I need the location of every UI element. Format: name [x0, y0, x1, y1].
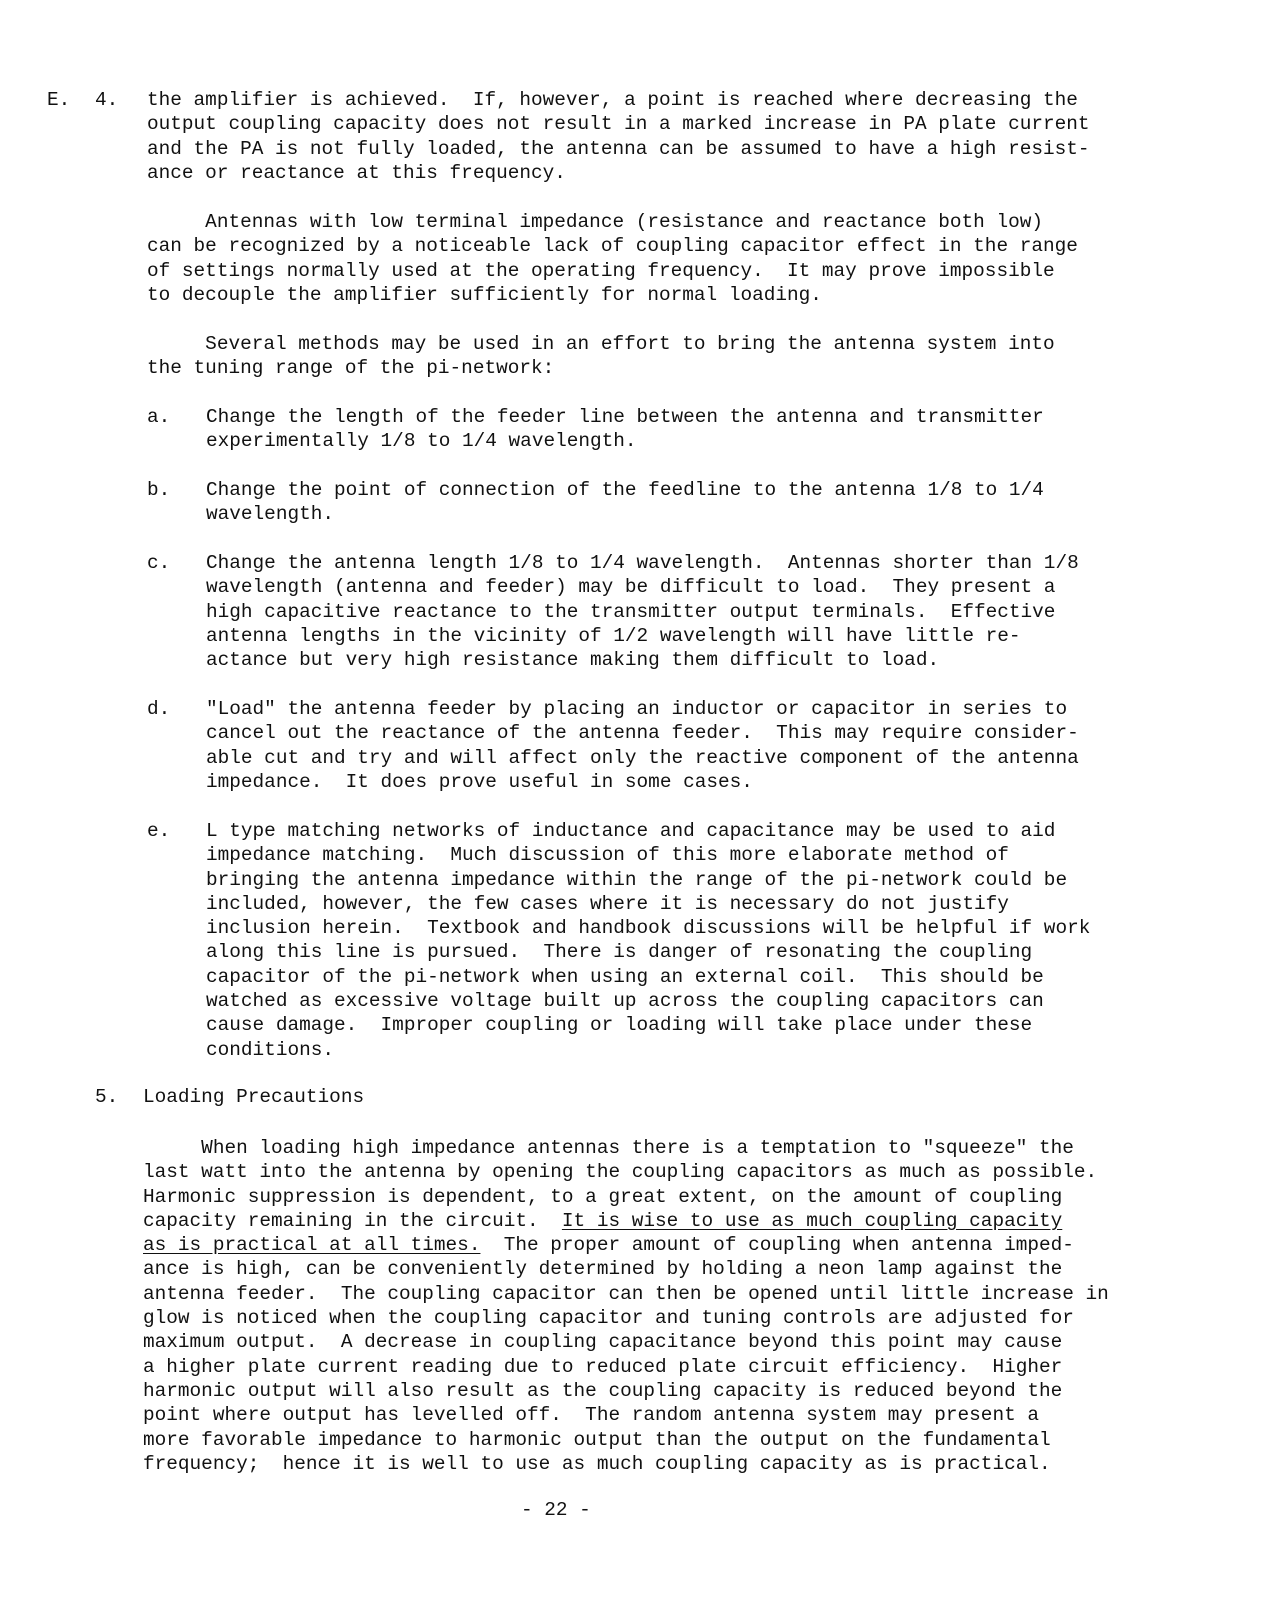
text-line — [143, 1160, 1109, 1184]
para-methods — [147, 332, 1055, 381]
para-loading — [143, 1136, 1109, 1476]
text-line — [206, 770, 1079, 794]
text-segment: watched as excessive voltage built up across the coupling capacitors can — [206, 990, 1044, 1013]
text-line — [143, 1330, 1109, 1354]
text-line — [206, 575, 1079, 599]
item-a — [206, 405, 1044, 454]
text-segment: ance is high, can be conveniently determined by holding a neon lamp against the — [143, 1258, 1063, 1281]
text-segment: wavelength (antenna and feeder) may be difficult to load. They present a — [206, 576, 1056, 599]
item-b-label: b. — [147, 479, 171, 501]
item-a-label: a. — [147, 406, 171, 428]
item-e-label: e. — [147, 820, 171, 842]
text-segment: Change the antenna length 1/8 to 1/4 wavelength. Antennas shorter than 1/8 — [206, 552, 1079, 574]
text-segment: capacity remaining in the circuit. — [143, 1209, 562, 1232]
text-line — [206, 746, 1079, 770]
text-line — [143, 1136, 1109, 1160]
text-segment: a higher plate current reading due to reduced plate circuit efficiency. Higher — [143, 1355, 1063, 1378]
text-line — [143, 1403, 1109, 1427]
text-line — [147, 259, 1078, 283]
text-segment: output coupling capacity does not result in a marked increase in PA plate current — [147, 113, 1090, 136]
text-line — [206, 843, 1090, 867]
text-segment: frequency; hence it is well to use as much coupling capacity as is practical. — [143, 1452, 1051, 1475]
text-line — [143, 1257, 1109, 1281]
text-line — [206, 600, 1079, 624]
text-line — [206, 989, 1090, 1013]
underlined-text: It is wise to use as much coupling capacity — [561, 1209, 1063, 1232]
text-line — [206, 405, 1044, 429]
text-segment: experimentally 1/8 to 1/4 wavelength. — [206, 430, 637, 453]
text-segment: along this line is pursued. There is danger of resonating the coupling — [206, 941, 1033, 964]
text-line — [143, 1282, 1109, 1306]
text-line — [206, 478, 1044, 502]
text-line — [206, 1013, 1090, 1037]
text-line — [147, 356, 1055, 380]
heading-5 — [143, 1085, 364, 1109]
text-line — [147, 210, 1078, 234]
text-line — [206, 721, 1079, 745]
text-segment: antenna lengths in the vicinity of 1/2 wavelength will have little re- — [206, 624, 1021, 647]
text-line — [206, 502, 1044, 526]
underlined-text: as is practical at all times. — [143, 1234, 481, 1257]
text-segment: bringing the antenna impedance within the range of the pi-network could be — [206, 868, 1068, 891]
text-segment: Several methods may be used in an effort to bring the antenna system into — [147, 333, 1055, 355]
text-segment: Harmonic suppression is dependent, to a great extent, on the amount of coupling — [143, 1185, 1063, 1208]
text-segment: cause damage. Improper coupling or loading will take place under these — [206, 1014, 1033, 1037]
text-line — [143, 1209, 1109, 1233]
text-line — [206, 697, 1079, 721]
item-c — [206, 551, 1079, 672]
text-segment: Antennas with low terminal impedance (resistance and reactance both low) — [147, 211, 1043, 233]
text-line — [206, 819, 1090, 843]
text-segment: impedance. It does prove useful in some cases. — [206, 770, 753, 793]
text-line — [206, 868, 1090, 892]
text-line — [147, 234, 1078, 258]
text-line — [143, 1185, 1109, 1209]
heading-5-label: 5. — [95, 1086, 119, 1108]
text-line — [147, 283, 1078, 307]
text-segment: capacitor of the pi-network when using an external coil. This should be — [206, 965, 1044, 988]
text-segment: maximum output. A decrease in coupling capacitance beyond this point may cause — [143, 1331, 1063, 1354]
text-segment: wavelength. — [206, 503, 334, 526]
item-number: 4. — [95, 89, 119, 111]
text-segment: the amplifier is achieved. If, however, a point is reached where decreasing the — [147, 89, 1078, 111]
text-segment: cancel out the reactance of the antenna feeder. This may require consider- — [206, 722, 1079, 745]
text-line — [143, 1306, 1109, 1330]
text-line — [206, 429, 1044, 453]
text-segment: can be recognized by a noticeable lack of coupling capacitor effect in the range — [147, 235, 1078, 258]
text-segment: included, however, the few cases where it is necessary do not justify — [206, 892, 1009, 915]
text-segment: more favorable impedance to harmonic output than the output on the fundamental — [143, 1428, 1051, 1451]
text-line — [147, 137, 1090, 161]
text-line — [143, 1233, 1109, 1257]
text-line — [143, 1085, 364, 1109]
text-segment: glow is noticed when the coupling capacitor and tuning controls are adjusted for — [143, 1307, 1074, 1330]
text-line — [206, 940, 1090, 964]
text-segment: Change the length of the feeder line between the antenna and transmitter — [206, 406, 1044, 428]
text-segment: last watt into the antenna by opening the coupling capacitors as much as possible. — [143, 1161, 1098, 1184]
text-line — [206, 551, 1079, 575]
page-number: - 22 - — [521, 1499, 591, 1521]
text-line — [143, 1379, 1109, 1403]
text-segment: Loading Precautions — [143, 1086, 365, 1108]
text-segment: When loading high impedance antennas there is a temptation to "squeeze" the — [143, 1137, 1074, 1159]
text-line — [147, 161, 1090, 185]
text-segment: to decouple the amplifier sufficiently for normal loading. — [147, 283, 822, 306]
text-segment: able cut and try and will affect only the reactive component of the antenna — [206, 746, 1079, 769]
text-line — [206, 892, 1090, 916]
text-segment: Change the point of connection of the feedline to the antenna 1/8 to 1/4 — [206, 479, 1044, 501]
text-line — [206, 624, 1079, 648]
text-line — [143, 1355, 1109, 1379]
para-low-impedance — [147, 210, 1078, 307]
text-segment: "Load" the antenna feeder by placing an inductor or capacitor in series to — [206, 698, 1068, 720]
text-segment: conditions. — [206, 1038, 334, 1061]
text-line — [147, 332, 1055, 356]
text-line — [143, 1452, 1109, 1476]
para-4-continued — [147, 88, 1090, 185]
item-d-label: d. — [147, 698, 171, 720]
text-segment: high capacitive reactance to the transmitter output terminals. Effective — [206, 600, 1056, 623]
text-segment: antenna feeder. The coupling capacitor can then be opened until little increase in — [143, 1282, 1109, 1305]
text-segment: point where output has levelled off. The random antenna system may present a — [143, 1404, 1039, 1427]
item-c-label: c. — [147, 552, 171, 574]
text-line — [147, 88, 1090, 112]
text-segment: of settings normally used at the operating frequency. It may prove impossible — [147, 259, 1055, 282]
section-marker: E. — [47, 89, 71, 111]
text-line — [206, 965, 1090, 989]
text-segment: The proper amount of coupling when antenna imped- — [480, 1234, 1074, 1257]
text-segment: ance or reactance at this frequency. — [147, 161, 566, 184]
text-line — [147, 112, 1090, 136]
text-line — [143, 1428, 1109, 1452]
text-segment: actance but very high resistance making them difficult to load. — [206, 649, 940, 672]
text-segment: impedance matching. Much discussion of this more elaborate method of — [206, 844, 1009, 867]
text-segment: the tuning range of the pi-network: — [147, 357, 555, 380]
text-segment: L type matching networks of inductance and capacitance may be used to aid — [206, 820, 1056, 842]
text-segment: and the PA is not fully loaded, the antenna can be assumed to have a high resist- — [147, 137, 1090, 160]
text-line — [206, 1038, 1090, 1062]
text-line — [206, 916, 1090, 940]
item-d — [206, 697, 1079, 794]
text-line — [206, 648, 1079, 672]
text-segment: inclusion herein. Textbook and handbook discussions will be helpful if work — [206, 917, 1091, 940]
item-e — [206, 819, 1090, 1062]
item-b — [206, 478, 1044, 527]
text-segment: harmonic output will also result as the coupling capacity is reduced beyond the — [143, 1379, 1063, 1402]
